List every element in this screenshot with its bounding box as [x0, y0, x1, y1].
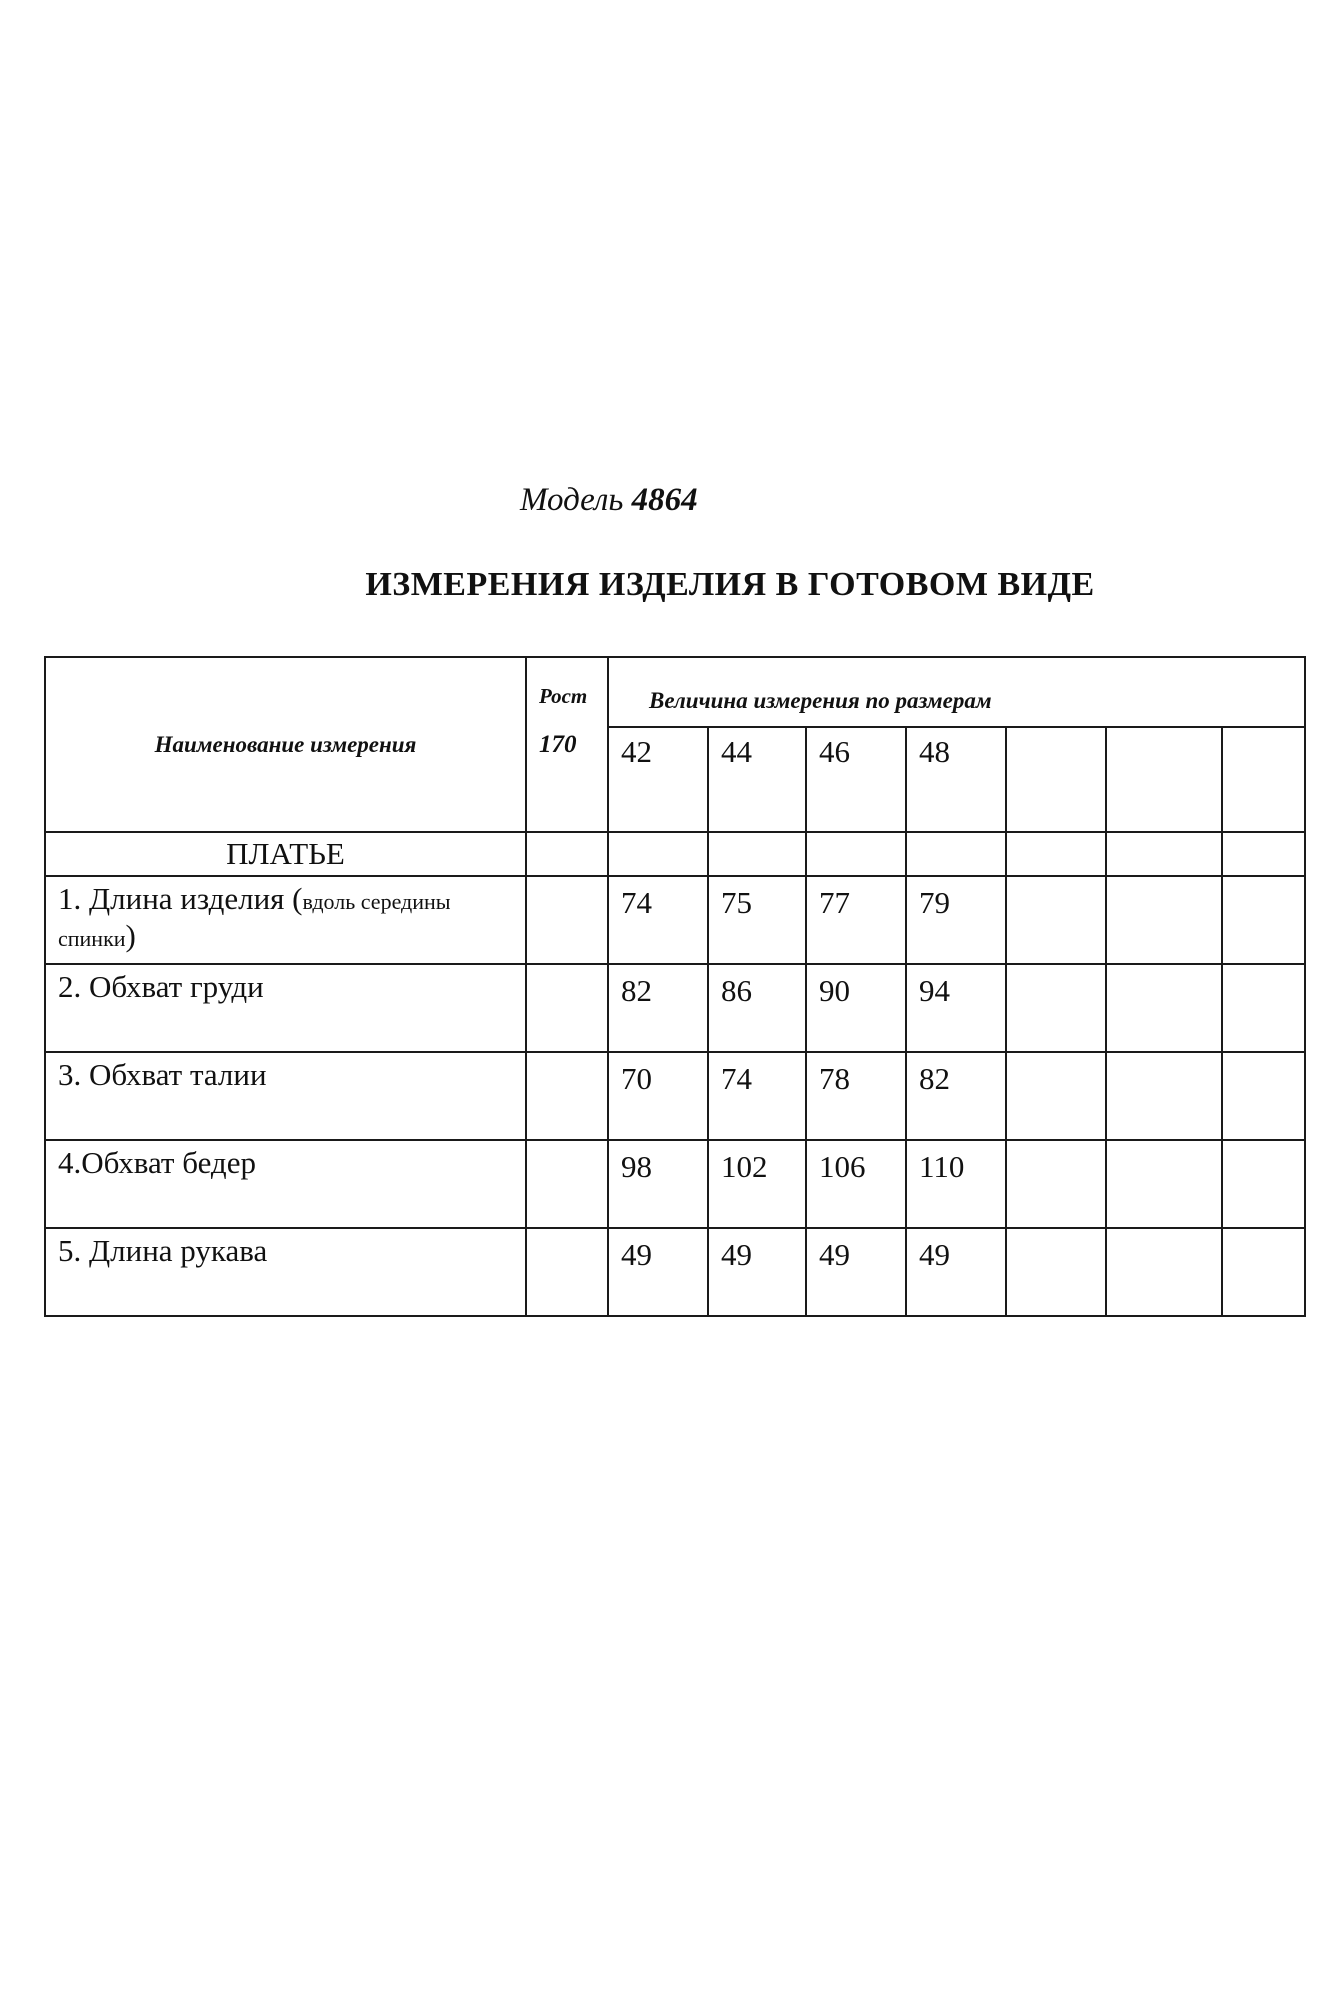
- empty-cell: [1106, 1052, 1222, 1140]
- empty-cell: [708, 832, 806, 876]
- size-header-cell: [1006, 727, 1106, 832]
- value-cell: 49: [708, 1228, 806, 1316]
- value-cell: 82: [906, 1052, 1006, 1140]
- section-row: [45, 832, 1305, 876]
- measurement-name: 2. Обхват груди: [45, 964, 526, 1052]
- table-row: [45, 964, 1305, 1052]
- empty-cell: [1106, 1140, 1222, 1228]
- height-cell: [526, 876, 608, 964]
- size-header-cell: 42: [608, 727, 708, 832]
- size-header-cell: 46: [806, 727, 906, 832]
- size-header-cell: [1222, 727, 1305, 832]
- size-header-cell: 44: [708, 727, 806, 832]
- empty-cell: [1222, 1140, 1305, 1228]
- empty-cell: [1106, 876, 1222, 964]
- value-cell: 70: [608, 1052, 708, 1140]
- empty-cell: [1106, 1228, 1222, 1316]
- height-cell: [526, 964, 608, 1052]
- table-row: [45, 876, 1305, 964]
- model-label: Модель: [520, 482, 624, 518]
- value-cell: 49: [906, 1228, 1006, 1316]
- measurement-name: [45, 876, 526, 964]
- value-cell: 49: [806, 1228, 906, 1316]
- document-title: ИЗМЕРЕНИЯ ИЗДЕЛИЯ В ГОТОВОМ ВИДЕ: [365, 566, 1095, 603]
- size-header-cell: 48: [906, 727, 1006, 832]
- model-number: 4864: [631, 482, 698, 518]
- table-row: [45, 1228, 1305, 1316]
- empty-cell: [1222, 876, 1305, 964]
- value-cell: 106: [806, 1140, 906, 1228]
- empty-cell: [906, 832, 1006, 876]
- empty-cell: [1106, 832, 1222, 876]
- empty-cell: [1222, 1052, 1305, 1140]
- value-cell: 74: [608, 876, 708, 964]
- empty-cell: [1006, 964, 1106, 1052]
- value-cell: 82: [608, 964, 708, 1052]
- measurement-name: 4.Обхват бедер: [45, 1140, 526, 1228]
- empty-cell: [1006, 1052, 1106, 1140]
- value-cell: 77: [806, 876, 906, 964]
- empty-cell: [1006, 1140, 1106, 1228]
- value-cell: 102: [708, 1140, 806, 1228]
- size-header-cell: [1106, 727, 1222, 832]
- empty-cell: [526, 832, 608, 876]
- measurement-note: вдоль середины спинки: [58, 889, 451, 951]
- height-cell: [526, 1228, 608, 1316]
- value-cell: 49: [608, 1228, 708, 1316]
- height-cell: [526, 1052, 608, 1140]
- header-height-label: Рост: [539, 684, 588, 708]
- header-measurement-name: Наименование измерения: [45, 657, 526, 832]
- measurement-name: 5. Длина рукава: [45, 1228, 526, 1316]
- measurement-name: 3. Обхват талии: [45, 1052, 526, 1140]
- empty-cell: [1222, 832, 1305, 876]
- empty-cell: [1006, 876, 1106, 964]
- value-cell: 74: [708, 1052, 806, 1140]
- table-row: [45, 1052, 1305, 1140]
- section-label: ПЛАТЬЕ: [45, 832, 526, 876]
- value-cell: 98: [608, 1140, 708, 1228]
- header-height: [526, 657, 608, 832]
- height-cell: [526, 1140, 608, 1228]
- model-line: [520, 482, 920, 526]
- value-cell: 78: [806, 1052, 906, 1140]
- value-cell: 75: [708, 876, 806, 964]
- value-cell: 94: [906, 964, 1006, 1052]
- empty-cell: [806, 832, 906, 876]
- value-cell: 79: [906, 876, 1006, 964]
- value-cell: 90: [806, 964, 906, 1052]
- header-height-value: 170: [539, 731, 577, 758]
- table-row: [45, 1140, 1305, 1228]
- empty-cell: [1106, 964, 1222, 1052]
- empty-cell: [1222, 964, 1305, 1052]
- value-cell: 86: [708, 964, 806, 1052]
- empty-cell: [1006, 832, 1106, 876]
- empty-cell: [608, 832, 708, 876]
- empty-cell: [1006, 1228, 1106, 1316]
- empty-cell: [1222, 1228, 1305, 1316]
- value-cell: 110: [906, 1140, 1006, 1228]
- header-size-values: Величина измерения по размерам: [608, 657, 1305, 727]
- measurement-name-end: ): [125, 917, 136, 953]
- measurements-table: [44, 656, 1306, 1317]
- measurement-name-text: 1. Длина изделия (: [58, 881, 303, 916]
